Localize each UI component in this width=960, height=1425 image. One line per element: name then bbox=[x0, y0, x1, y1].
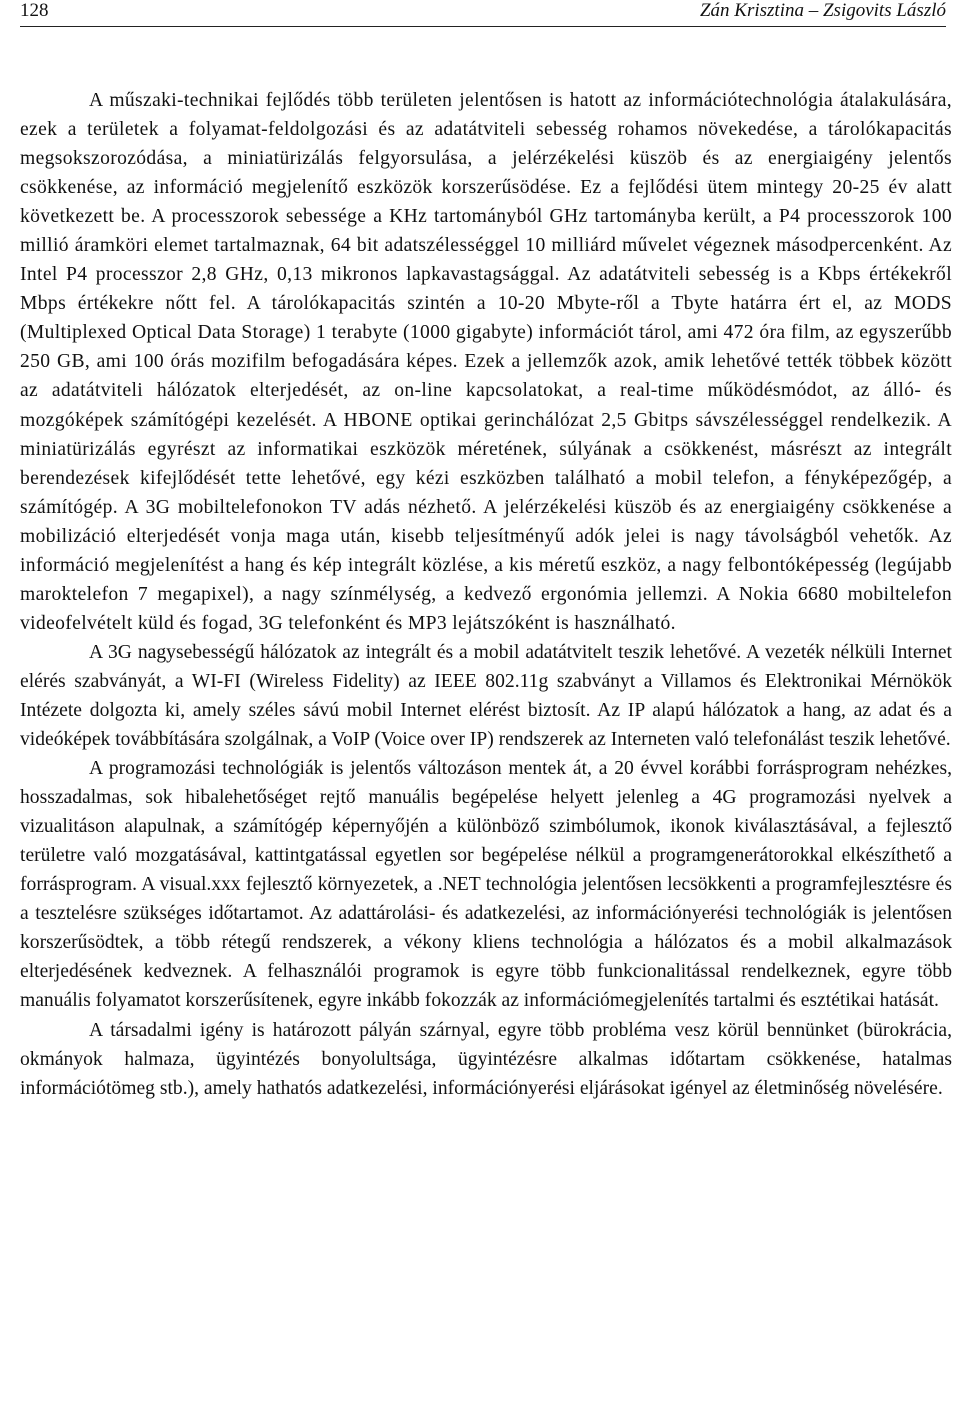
page-number: 128 bbox=[20, 0, 49, 21]
running-header bbox=[20, 0, 946, 27]
paragraph-technical-development: A műszaki-technikai fejlődés több területen jelentősen is hatott az információtechnológia átalakulására, ezek a területek a folyamat-feldolgozási és az adatátviteli sebesség rohamos növekedése, a tárolókapacitás megsokszorozódása, a miniatürizálás felgyorsulása, a jelérzékelési küszöb és az energiaigény jelentős csökkenése, az információ megjelenítő eszközök korszerűsödése. Ez a fejlődési ütem mintegy 20-25 év alatt következett be. A processzorok sebessége a KHz tartományból GHz tartományba került, a P4 processzorok 100 millió áramköri elemet tartalmaznak, 64 bit adatszélességgel 10 milliárd művelet végeznek másodpercenként. Az Intel P4 processzor 2,8 GHz, 0,13 mikronos lapkavastagsággal. Az adatátviteli sebesség is a Kbps értékekről Mbps értékekre nőtt fel. A tárolókapacitás szintén a 10-20 Mbyte-ről a Tbyte határra ért el, az MODS (Multiplexed Optical Data Storage) 1 terabyte (1000 gigabyte) információt tárol, ami 472 óra film, az egyszerűbb 250 GB, ami 100 órás mozifilm befogadására képes. Ezek a jellemzők azok, amik lehetővé tették többek között az adatátviteli hálózatok elterjedését, az on-line kapcsolatokat, a real-time működésmódot, az álló- és mozgóképek számítógépi kezelését. A HBONE optikai gerinchálózat 2,5 Gbitps sávszélességgel rendelkezik. A miniatürizálás egyrészt az informatikai eszközök méretének, súlyának a csökkenést, másrészt az integrált berendezések kifejlődését tette lehetővé, egy kézi eszközben található a mobil telefon, a fényképezőgép, a számítógép. A 3G mobiltelefonokon TV adás nézhető. A jelérzékelési küszöb és az energiaigény csökkenése a mobilizáció elterjedését vonja maga után, kisebb teljesítményű adók jelei is nagy távolságból vehetők. Az információ megjelenítést a hang és kép integrált közlése, a kis méretű eszköz, a nagy felbontóképesség (legújabb maroktelefon 7 megapixel), a nagy színmélység, a kedvező ergonómia jellemzi. A Nokia 6680 mobiltelefon videofelvételt küld és fogad, 3G telefonként és MP3 lejátszóként is használható. bbox=[20, 90, 952, 634]
body-text bbox=[20, 86, 952, 1103]
paragraph-social-demand: A társadalmi igény is határozott pályán szárnyal, egyre több probléma vesz körül bennünket (bürokrácia, okmányok halmaza, ügyintézés bonyolultsága, ügyintézésre alkalmas időtartam csökkenése, hatalmas információtömeg stb.), amely hathatós adatkezelési, információnyerési eljárásokat igényel az életminőség növelésére. bbox=[20, 1019, 952, 1099]
running-header-authors: Zán Krisztina – Zsigovits László bbox=[699, 0, 946, 21]
paragraph-programming-technologies: A programozási technológiák is jelentős változáson mentek át, a 20 évvel korábbi forrásprogram nehézkes, hosszadalmas, sok hibalehetőséget rejtő manuális begépelése helyett jelenleg a 4G programozási nyelvek a vizualitáson alapulnak, a számítógép képernyőjén a különböző szimbólumok, ikonok kiválasztásával, a fejlesztő területre való mozgatásával, kattintgatással egyetlen sor begépelése nélkül a programgenerátorokkal elkészíthető a forrásprogram. A visual.xxx fejlesztő környezetek, a .NET technológia jelentősen lecsökkenti a programfejlesztésre és a tesztelésre szükséges időtartamot. Az adattárolási- és adatkezelési, az információnyerési technológiák is jelentősen korszerűsödtek, a több rétegű rendszerek, a vékony kliens technológia a hálózatos és a mobil alkalmazások elterjedésének kedveznek. A felhasználói programok is egyre több funkcionalitással rendelkeznek, egyre több manuális folyamatot korszerűsítenek, egyre inkább fokozzák az információmegjelenítés tartalmi és esztétikai hatását. bbox=[20, 758, 952, 1012]
paragraph-3g-networks: A 3G nagysebességű hálózatok az integrált és a mobil adatátvitelt teszik lehetővé. A vezeték nélküli Internet elérés szabványát, a WI-FI (Wireless Fidelity) az IEEE 802.11g szabványt a Villamos és Elektronikai Mérnökök Intézete dolgozta ki, amely széles sávú mobil Internet elérést biztosít. Az IP alapú hálózatok a hang, az adat és a videóképek továbbítására szolgálnak, a VoIP (Voice over IP) rendszerek az Interneten való telefonálást teszik lehetővé. bbox=[20, 641, 952, 751]
